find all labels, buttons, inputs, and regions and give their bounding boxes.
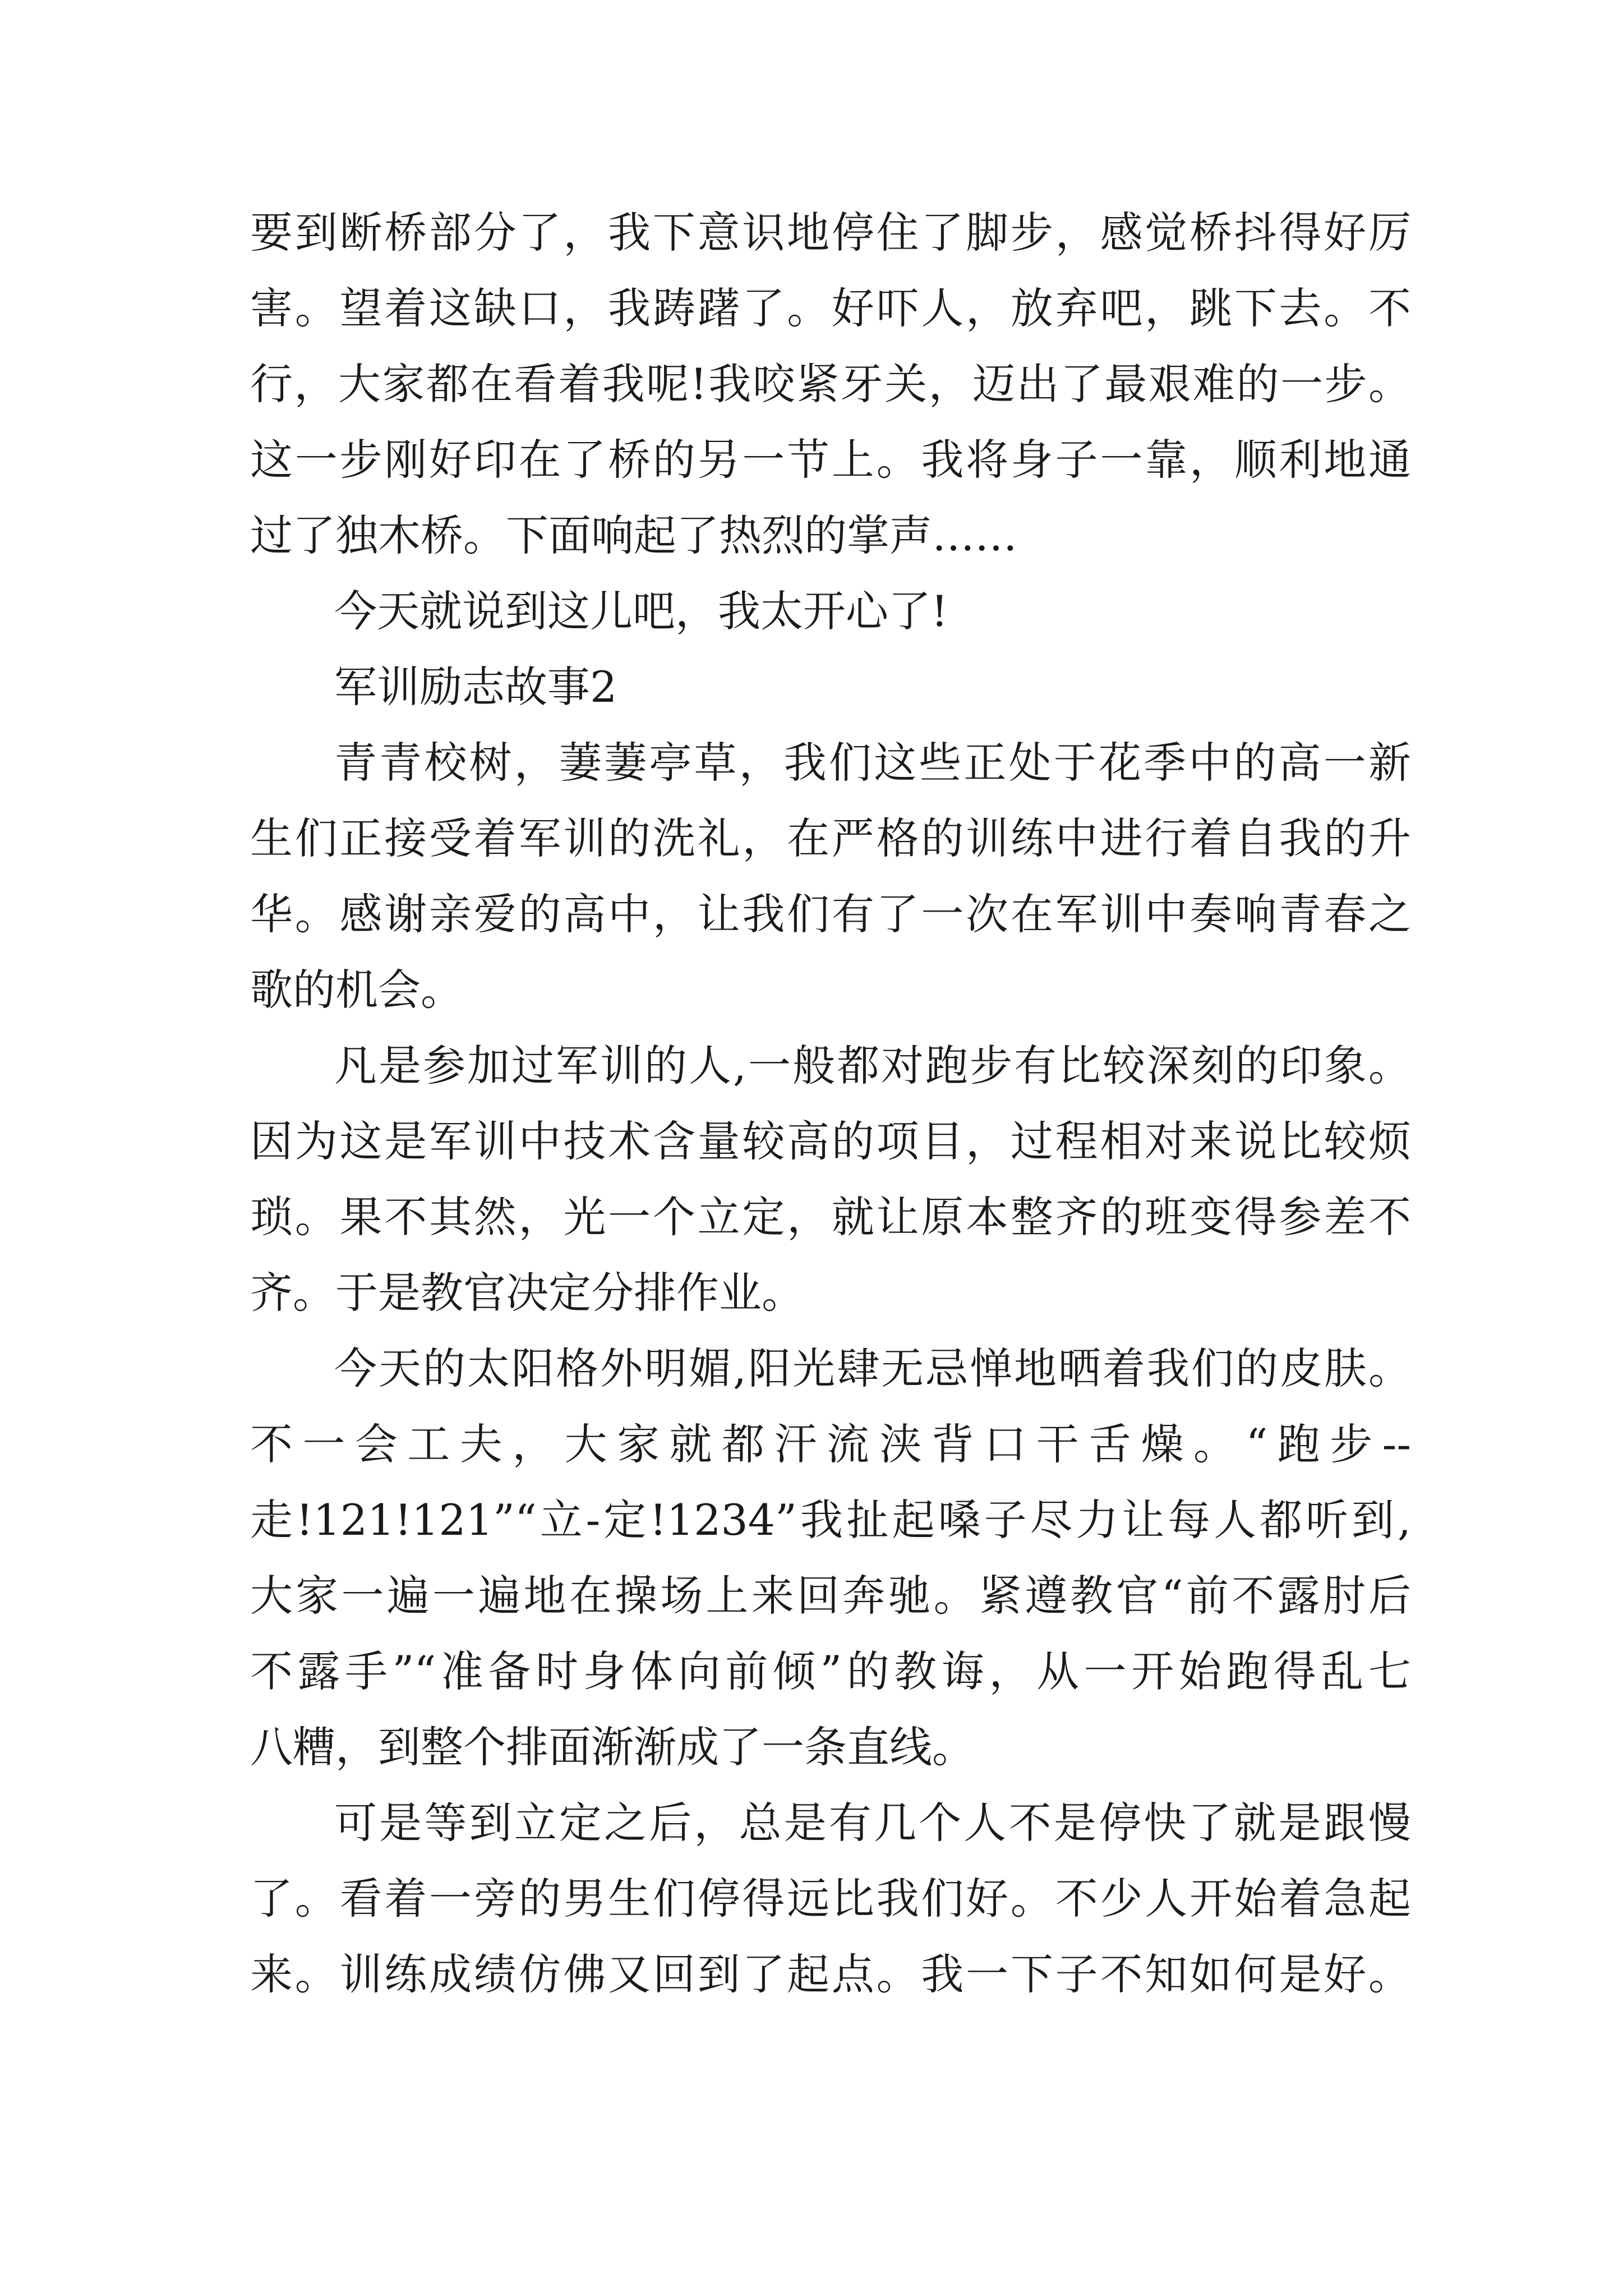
paragraph-line: 华。感谢亲爱的高中，让我们有了一次在军训中奏响青春之 xyxy=(250,889,1411,939)
section-heading: 军训励志故事2 xyxy=(334,662,617,712)
paragraph-line: 生们正接受着军训的洗礼，在严格的训练中进行着自我的升 xyxy=(250,813,1411,863)
paragraph-line: 了。看着一旁的男生们停得远比我们好。不少人开始着急起 xyxy=(250,1874,1411,1924)
paragraph-line: 八糟，到整个排面渐渐成了一条直线。 xyxy=(250,1722,975,1772)
paragraph-line: 不露手”“准备时身体向前倾”的教诲，从一开始跑得乱七 xyxy=(250,1646,1411,1696)
paragraph-line: 今天的太阳格外明媚,阳光肆无忌惮地晒着我们的皮肤。 xyxy=(334,1343,1411,1393)
paragraph-line: 齐。于是教官决定分排作业。 xyxy=(250,1268,804,1318)
paragraph-line: 行，大家都在看着我呢!我咬紧牙关，迈出了最艰难的一步。 xyxy=(250,359,1411,409)
paragraph-line: 不一会工夫，大家就都汗流浃背口干舌燥。“跑步-- xyxy=(250,1419,1411,1469)
paragraph-line: 今天就说到这儿吧，我太开心了! xyxy=(334,586,948,636)
paragraph-line: 琐。果不其然，光一个立定，就让原本整齐的班变得参差不 xyxy=(250,1192,1411,1242)
paragraph-line: 可是等到立定之后，总是有几个人不是停快了就是跟慢 xyxy=(334,1798,1411,1848)
paragraph-line: 因为这是军训中技术含量较高的项目，过程相对来说比较烦 xyxy=(250,1116,1411,1166)
paragraph-line: 歌的机会。 xyxy=(250,965,463,1015)
paragraph-line: 凡是参加过军训的人,一般都对跑步有比较深刻的印象。 xyxy=(334,1041,1411,1091)
paragraph-line: 来。训练成绩仿佛又回到了起点。我一下子不知如何是好。 xyxy=(250,1949,1411,1999)
paragraph-line: 走!121!121”“立-定!1234”我扯起嗓子尽力让每人都听到, xyxy=(250,1495,1411,1545)
paragraph-line: 大家一遍一遍地在操场上来回奔驰。紧遵教官“前不露肘后 xyxy=(250,1571,1411,1621)
paragraph-line: 这一步刚好印在了桥的另一节上。我将身子一靠，顺利地通 xyxy=(250,435,1411,485)
paragraph-line: 青青校树，萋萋亭草，我们这些正处于花季中的高一新 xyxy=(334,738,1411,788)
paragraph-line: 过了独木桥。下面响起了热烈的掌声…… xyxy=(250,510,1017,560)
paragraph-line: 害。望着这缺口，我踌躇了。好吓人，放弃吧，跳下去。不 xyxy=(250,283,1411,333)
paragraph-line: 要到断桥部分了，我下意识地停住了脚步，感觉桥抖得好厉 xyxy=(250,208,1411,257)
